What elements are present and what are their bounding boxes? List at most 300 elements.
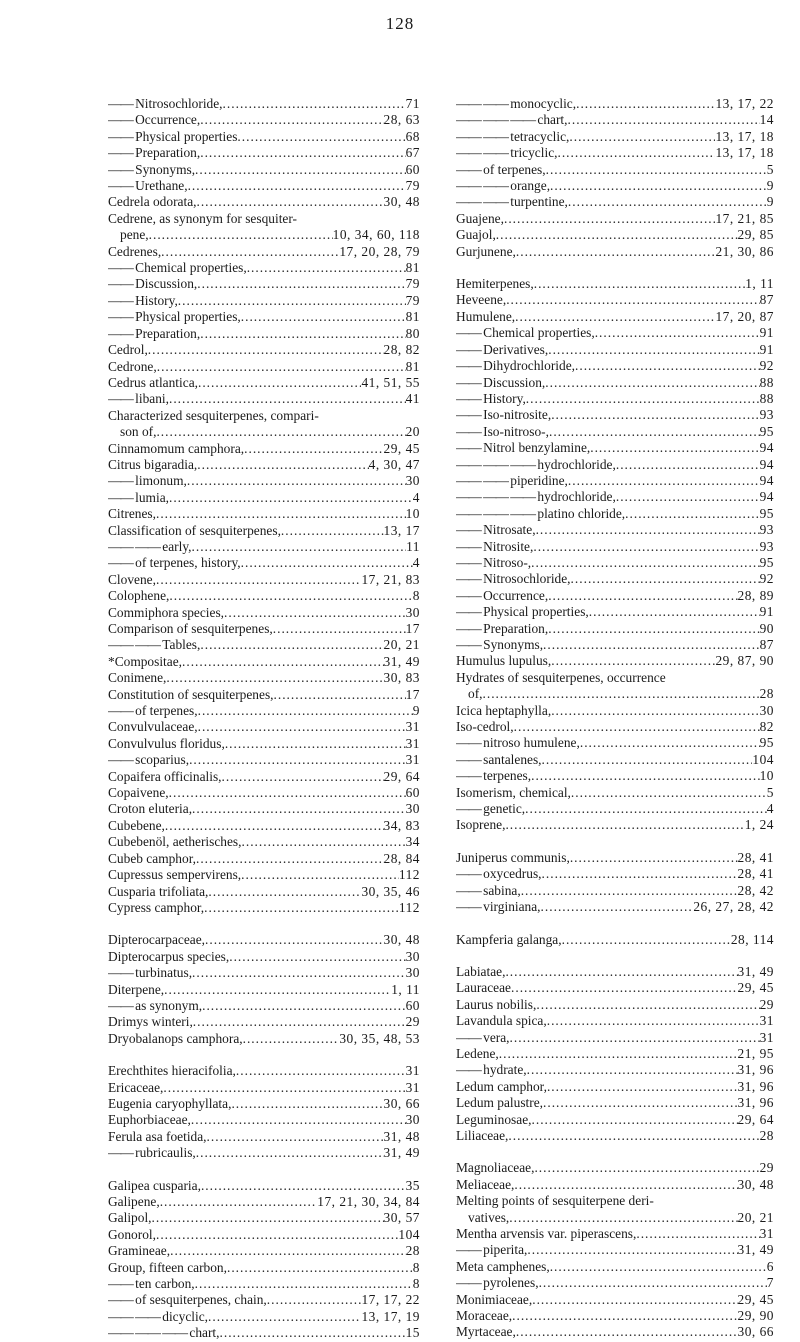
- index-term: —— —— dicyclic,: [162, 1308, 208, 1324]
- page-references: 17: [405, 686, 420, 702]
- page-references: 1, 11: [391, 981, 420, 997]
- leader-dots: [541, 899, 694, 915]
- index-term: —— sabina,: [483, 882, 521, 898]
- page-references: 7: [766, 1275, 774, 1291]
- page-references: 17, 17, 22: [361, 1292, 420, 1308]
- index-column-right: [456, 96, 774, 1341]
- leader-dots: [505, 817, 744, 833]
- page-references: 13, 17, 18: [715, 145, 774, 161]
- leader-dots: [568, 473, 760, 489]
- page-references: 29, 85: [737, 227, 774, 243]
- page-references: 13, 17, 18: [715, 128, 774, 144]
- index-entry: [456, 96, 774, 112]
- page-references: 87: [759, 637, 774, 652]
- index-term: Dipterocarpus species,: [108, 948, 230, 964]
- page-references: 20, 21: [383, 637, 420, 653]
- leader-dots: [160, 1194, 318, 1210]
- page-references: 9: [412, 703, 420, 719]
- index-term: Cedrol,: [108, 342, 148, 358]
- leader-dots: [208, 1309, 361, 1325]
- page-references: 91: [759, 325, 774, 341]
- index-entry: [108, 260, 420, 276]
- page-references: 30: [405, 965, 420, 981]
- page-references: 29: [759, 996, 774, 1012]
- index-term: —— Iso-nitrosite,: [483, 407, 552, 423]
- index-entry: [108, 1194, 420, 1210]
- index-entry: [456, 817, 774, 833]
- page-references: 20: [405, 424, 420, 440]
- index-entry: [108, 129, 420, 145]
- index-entry: [456, 539, 774, 555]
- leader-dots: [193, 1014, 406, 1030]
- leader-dots: [550, 178, 767, 194]
- leader-dots: [545, 375, 759, 391]
- page-references: 92: [759, 571, 774, 587]
- index-term: Cubebenöl, aetherisches,: [108, 834, 242, 850]
- index-term: Conimene,: [108, 670, 167, 686]
- index-term: —— —— Tables,: [162, 637, 201, 653]
- leader-dots: [241, 309, 406, 325]
- leader-dots: [575, 358, 760, 374]
- leader-dots: [516, 1324, 738, 1340]
- index-term: Meta camphenes,: [456, 1258, 550, 1274]
- index-term: —— of terpenes,: [135, 703, 198, 719]
- page-references: 29, 45: [383, 440, 420, 456]
- page-references: 94: [759, 456, 774, 472]
- index-entry: [456, 1275, 774, 1291]
- index-term: Hydrates of sesquiterpenes, occurrence: [456, 669, 666, 685]
- leader-dots: [505, 964, 737, 980]
- index-term: Lauraceae: [456, 980, 511, 996]
- index-entry: [456, 768, 774, 784]
- leader-dots: [241, 867, 399, 883]
- index-term: —— History,: [483, 390, 526, 406]
- leader-dots: [512, 1308, 737, 1324]
- index-term: —— genetic,: [483, 801, 526, 817]
- index-entry: [456, 866, 774, 882]
- page-references: 34: [405, 834, 420, 850]
- index-entry: [456, 653, 774, 669]
- index-term: Ledum palustre,: [456, 1095, 544, 1111]
- page-references: 31: [405, 752, 420, 768]
- page-references: 79: [405, 276, 420, 292]
- index-term: —— Nitroso-,: [483, 554, 532, 570]
- leader-dots: [200, 145, 405, 161]
- page-references: 60: [405, 997, 420, 1013]
- index-entry: [108, 326, 420, 342]
- index-term: —— —— orange,: [510, 178, 551, 194]
- index-term: Citrus bigaradia,: [108, 456, 198, 472]
- leader-dots: [527, 1242, 737, 1258]
- leader-dots: [504, 211, 715, 227]
- index-term: Guajol,: [456, 227, 496, 243]
- index-entry: [456, 407, 774, 423]
- leader-dots: [156, 424, 405, 440]
- index-term: Magnoliaceae,: [456, 1160, 535, 1176]
- leader-dots: [525, 801, 767, 817]
- page-references: 81: [405, 358, 420, 374]
- index-entry: [456, 375, 774, 391]
- index-entry: [456, 178, 774, 194]
- page-references: 17: [405, 621, 420, 636]
- page-references: 94: [759, 489, 774, 505]
- index-term: Cedrela odorata,: [108, 194, 197, 210]
- index-entry: [108, 457, 420, 473]
- index-entry: [108, 1309, 420, 1325]
- index-entry: [456, 112, 774, 128]
- leader-dots: [237, 129, 405, 145]
- page-references: 29: [405, 1014, 420, 1030]
- page-references: 11: [406, 538, 420, 554]
- page-references: 95: [759, 554, 774, 570]
- page-references: 93: [759, 522, 774, 538]
- page-references: 28: [759, 686, 774, 702]
- index-entry: [456, 899, 774, 915]
- index-entry: [108, 769, 420, 785]
- index-term: —— Dihydrochloride,: [483, 358, 575, 374]
- index-term: —— —— hydrochloride,: [537, 489, 616, 505]
- page-references: 17, 21, 85: [715, 210, 774, 226]
- leader-dots: [539, 1275, 767, 1291]
- index-term: Constitution of sesquiterpenes,: [108, 686, 274, 702]
- index-entry: [456, 1177, 774, 1193]
- index-term: Gurjunene,: [456, 243, 516, 259]
- page-references: 92: [759, 358, 774, 374]
- leader-dots: [198, 703, 413, 719]
- index-term: Icica heptaphylla,: [456, 702, 552, 718]
- page-references: 93: [759, 407, 774, 423]
- index-entry: [456, 555, 774, 571]
- leader-dots: [532, 1112, 738, 1128]
- page-references: 4: [412, 489, 420, 505]
- page-references: 31: [405, 1063, 420, 1079]
- index-entry: [456, 1160, 774, 1176]
- index-entry: [108, 818, 420, 834]
- leader-dots: [164, 982, 391, 998]
- page-references: 5: [766, 161, 774, 177]
- index-entry: [456, 129, 774, 145]
- index-entry: [456, 637, 774, 653]
- leader-dots: [198, 375, 361, 391]
- leader-dots: [192, 539, 407, 555]
- page-references: 31: [405, 735, 420, 751]
- index-term: Cinnamomum camphora,: [108, 440, 245, 456]
- page-references: 30: [405, 473, 420, 489]
- index-term: Ericaceae,: [108, 1079, 164, 1095]
- index-term: Leguminosae,: [456, 1111, 532, 1127]
- leader-dots: [163, 1080, 405, 1096]
- index-entry: [456, 522, 774, 538]
- index-term: Cedrone,: [108, 358, 157, 374]
- index-entry: [456, 588, 774, 604]
- page-references: 71: [405, 96, 420, 111]
- leader-dots: [616, 457, 760, 473]
- page-references: 81: [405, 260, 420, 276]
- leader-dots: [187, 473, 406, 489]
- page-references: 10: [405, 506, 420, 522]
- index-term: Dipterocarpaceae,: [108, 932, 206, 948]
- leader-dots: [166, 670, 383, 686]
- page-references: 104: [752, 751, 774, 767]
- leader-dots: [590, 440, 759, 456]
- index-entry: [456, 621, 774, 637]
- leader-dots: [169, 785, 406, 801]
- leader-dots: [170, 1243, 406, 1259]
- page-references: 30, 57: [383, 1210, 420, 1226]
- page-references: 91: [759, 341, 774, 357]
- page-references: 31, 96: [737, 1078, 774, 1094]
- index-term: Convulvulaceae,: [108, 719, 198, 735]
- leader-dots: [589, 604, 760, 620]
- index-term: Galipol,: [108, 1210, 152, 1226]
- leader-dots: [548, 588, 737, 604]
- page-references: 95: [759, 735, 774, 751]
- page-references: 28: [759, 1127, 774, 1143]
- index-entry: [456, 1193, 774, 1226]
- index-entry: [108, 1129, 420, 1145]
- index-entry: [456, 735, 774, 751]
- index-term: —— ten carbon,: [135, 1276, 195, 1292]
- index-entry: [108, 1325, 420, 1341]
- index-term: —— —— early,: [162, 538, 192, 554]
- index-term: —— Nitrosite,: [483, 538, 534, 554]
- page-references: 31, 49: [383, 1145, 420, 1161]
- leader-dots: [191, 1112, 406, 1128]
- leader-dots: [169, 490, 413, 506]
- index-term: —— Nitrosate,: [483, 522, 536, 538]
- leader-dots: [514, 1177, 737, 1193]
- index-entry: [108, 539, 420, 555]
- index-term: Heveene,: [456, 292, 507, 308]
- page-references: 29, 87, 90: [715, 653, 774, 669]
- page-references: 26, 27, 28, 42: [693, 899, 774, 915]
- page-references: 28, 41: [737, 866, 774, 882]
- leader-dots: [273, 621, 406, 637]
- index-entry: [456, 719, 774, 735]
- index-term: —— turbinatus,: [135, 965, 193, 981]
- index-term: Characterized sesquiterpenes, compari-: [108, 407, 319, 423]
- index-entry: [108, 932, 420, 948]
- page-references: 30: [405, 604, 420, 620]
- index-entry: [108, 441, 420, 457]
- page-references: 104: [398, 1226, 420, 1242]
- index-term-continuation: vatives,: [468, 1209, 510, 1225]
- index-term: Galipene,: [108, 1194, 160, 1209]
- leader-dots: [231, 1096, 383, 1112]
- leader-dots: [557, 145, 715, 161]
- leader-dots: [182, 654, 384, 670]
- index-entry: [456, 1128, 774, 1144]
- index-entry: [108, 1112, 420, 1128]
- leader-dots: [220, 1325, 406, 1341]
- index-entry: [456, 292, 774, 308]
- page-references: 13, 17: [383, 522, 420, 538]
- leader-dots: [506, 292, 759, 308]
- index-term: —— —— hydrochloride,: [537, 456, 616, 472]
- leader-dots: [536, 522, 760, 538]
- index-entry: [456, 276, 774, 292]
- index-entry: [108, 949, 420, 965]
- page-references: 28, 89: [737, 587, 774, 603]
- leader-dots: [531, 768, 760, 784]
- index-term: Cedrus atlantica,: [108, 374, 198, 390]
- index-entry: [108, 375, 420, 391]
- page-references: 29, 64: [737, 1111, 774, 1127]
- page-references: 17, 21, 83: [361, 571, 420, 587]
- leader-dots: [543, 637, 760, 653]
- index-entry: [108, 490, 420, 506]
- page-references: 31, 96: [737, 1095, 774, 1111]
- index-term: —— piperita,: [483, 1242, 528, 1258]
- index-term: Gramineae,: [108, 1243, 171, 1259]
- index-entry: [456, 145, 774, 161]
- index-term: Lavandula spica,: [456, 1013, 547, 1029]
- page-references: 91: [759, 604, 774, 620]
- index-term: —— Physical properties: [135, 128, 238, 144]
- page-references: 31, 48: [383, 1128, 420, 1144]
- index-entry: [108, 1145, 420, 1161]
- index-term: Ledum camphor,: [456, 1078, 547, 1094]
- index-entry: [108, 867, 420, 883]
- leader-dots: [551, 407, 759, 423]
- index-term: —— Occurrence,: [483, 587, 549, 603]
- leader-dots: [156, 1227, 398, 1243]
- index-term: —— Chemical properties,: [483, 325, 595, 341]
- leader-dots: [156, 506, 406, 522]
- index-term: Galipea cusparia,: [108, 1177, 201, 1193]
- index-term: —— virginiana,: [483, 899, 541, 915]
- leader-dots: [207, 1129, 384, 1145]
- leader-dots: [514, 719, 760, 735]
- leader-dots: [196, 1145, 384, 1161]
- leader-dots: [551, 653, 715, 669]
- index-entry: [108, 1178, 420, 1194]
- leader-dots: [536, 997, 759, 1013]
- index-entry: [456, 211, 774, 227]
- index-term: Classification of sesquiterpenes,: [108, 522, 281, 538]
- index-term: —— of terpenes,: [483, 161, 546, 177]
- leader-dots: [569, 129, 715, 145]
- index-entry: [108, 998, 420, 1014]
- page-references: 9: [766, 194, 774, 210]
- page-references: 4: [766, 801, 774, 817]
- index-entry: [456, 932, 774, 948]
- index-term: —— Chemical properties,: [135, 260, 247, 276]
- leader-dots: [542, 752, 753, 768]
- index-entry: [456, 604, 774, 620]
- page-references: 28, 41: [737, 849, 774, 865]
- page-references: 28, 42: [737, 882, 774, 898]
- page-references: 88: [759, 390, 774, 406]
- index-entry: [108, 687, 420, 703]
- leader-dots: [200, 112, 383, 128]
- index-term: —— Nitrosochloride,: [483, 571, 571, 587]
- index-entry: [456, 752, 774, 768]
- index-term: Colophene,: [108, 588, 170, 604]
- page-references: 21, 30, 86: [715, 243, 774, 259]
- page-references: 30: [405, 1112, 420, 1128]
- index-entry: [108, 293, 420, 309]
- leader-dots: [547, 1079, 738, 1095]
- page-references: 30, 48: [737, 1176, 774, 1192]
- index-entry: [108, 572, 420, 588]
- index-entry: [456, 1308, 774, 1324]
- index-entry: [456, 1079, 774, 1095]
- index-entry: [456, 1095, 774, 1111]
- index-entry: [108, 736, 420, 752]
- index-entry: [456, 1062, 774, 1078]
- index-entry: [456, 1259, 774, 1275]
- page-references: 31, 96: [737, 1062, 774, 1078]
- page-references: 93: [759, 538, 774, 554]
- index-term: Cedrene, as synonym for sesquiter-: [108, 210, 298, 226]
- page-references: 4: [412, 555, 420, 571]
- leader-dots: [532, 1292, 737, 1308]
- leader-dots: [521, 883, 738, 899]
- index-entry: [108, 752, 420, 768]
- page-references: 29: [759, 1160, 774, 1176]
- index-entry: [108, 523, 420, 539]
- index-term: —— —— chart,: [537, 112, 568, 128]
- index-entry: [456, 571, 774, 587]
- leader-dots: [200, 637, 383, 653]
- index-entry: [456, 997, 774, 1013]
- page-references: 15: [405, 1325, 420, 1341]
- leader-dots: [548, 342, 759, 358]
- index-entry: [108, 211, 420, 244]
- index-term: —— pyrolenes,: [483, 1275, 539, 1291]
- leader-dots: [625, 506, 759, 522]
- leader-dots: [169, 588, 412, 604]
- index-term-continuation: son of,: [120, 424, 157, 440]
- index-entry: [108, 670, 420, 686]
- index-term: —— Preparation,: [483, 620, 549, 636]
- index-entry: [108, 244, 420, 260]
- index-term: —— Discussion,: [483, 374, 546, 390]
- page-references: 29, 90: [737, 1308, 774, 1324]
- index-term: Isomerism, chemical,: [456, 784, 571, 800]
- leader-dots: [224, 605, 406, 621]
- index-term: Isoprene,: [456, 817, 506, 833]
- index-term: —— oxycedrus,: [483, 866, 542, 882]
- page-references: 6: [766, 1258, 774, 1274]
- index-term: —— Discussion,: [135, 276, 198, 292]
- index-entry: [456, 391, 774, 407]
- index-column-left: [108, 96, 420, 1342]
- page-references: 8: [412, 588, 420, 604]
- index-entry: [108, 342, 420, 358]
- index-term: —— scoparius,: [135, 752, 190, 768]
- index-entry: [456, 457, 774, 473]
- index-entry: [108, 1292, 420, 1308]
- leader-dots: [149, 227, 333, 243]
- index-entry: [456, 162, 774, 178]
- index-term: Ledene,: [456, 1045, 499, 1061]
- index-entry: [108, 801, 420, 817]
- index-term: —— —— tricyclic,: [510, 145, 558, 161]
- index-term: Drimys winteri,: [108, 1014, 193, 1030]
- index-term: —— libani,: [135, 391, 169, 407]
- index-term: —— of sesquiterpenes, chain,: [135, 1292, 267, 1308]
- leader-dots: [562, 932, 731, 948]
- index-term: Hemiterpenes,: [456, 276, 534, 292]
- index-term: —— —— monocyclic,: [510, 96, 577, 111]
- leader-dots: [192, 965, 406, 981]
- page-references: 17, 20, 87: [715, 308, 774, 324]
- leader-dots: [169, 391, 406, 407]
- index-term: —— Physical properties,: [483, 604, 589, 620]
- leader-dots: [148, 342, 384, 358]
